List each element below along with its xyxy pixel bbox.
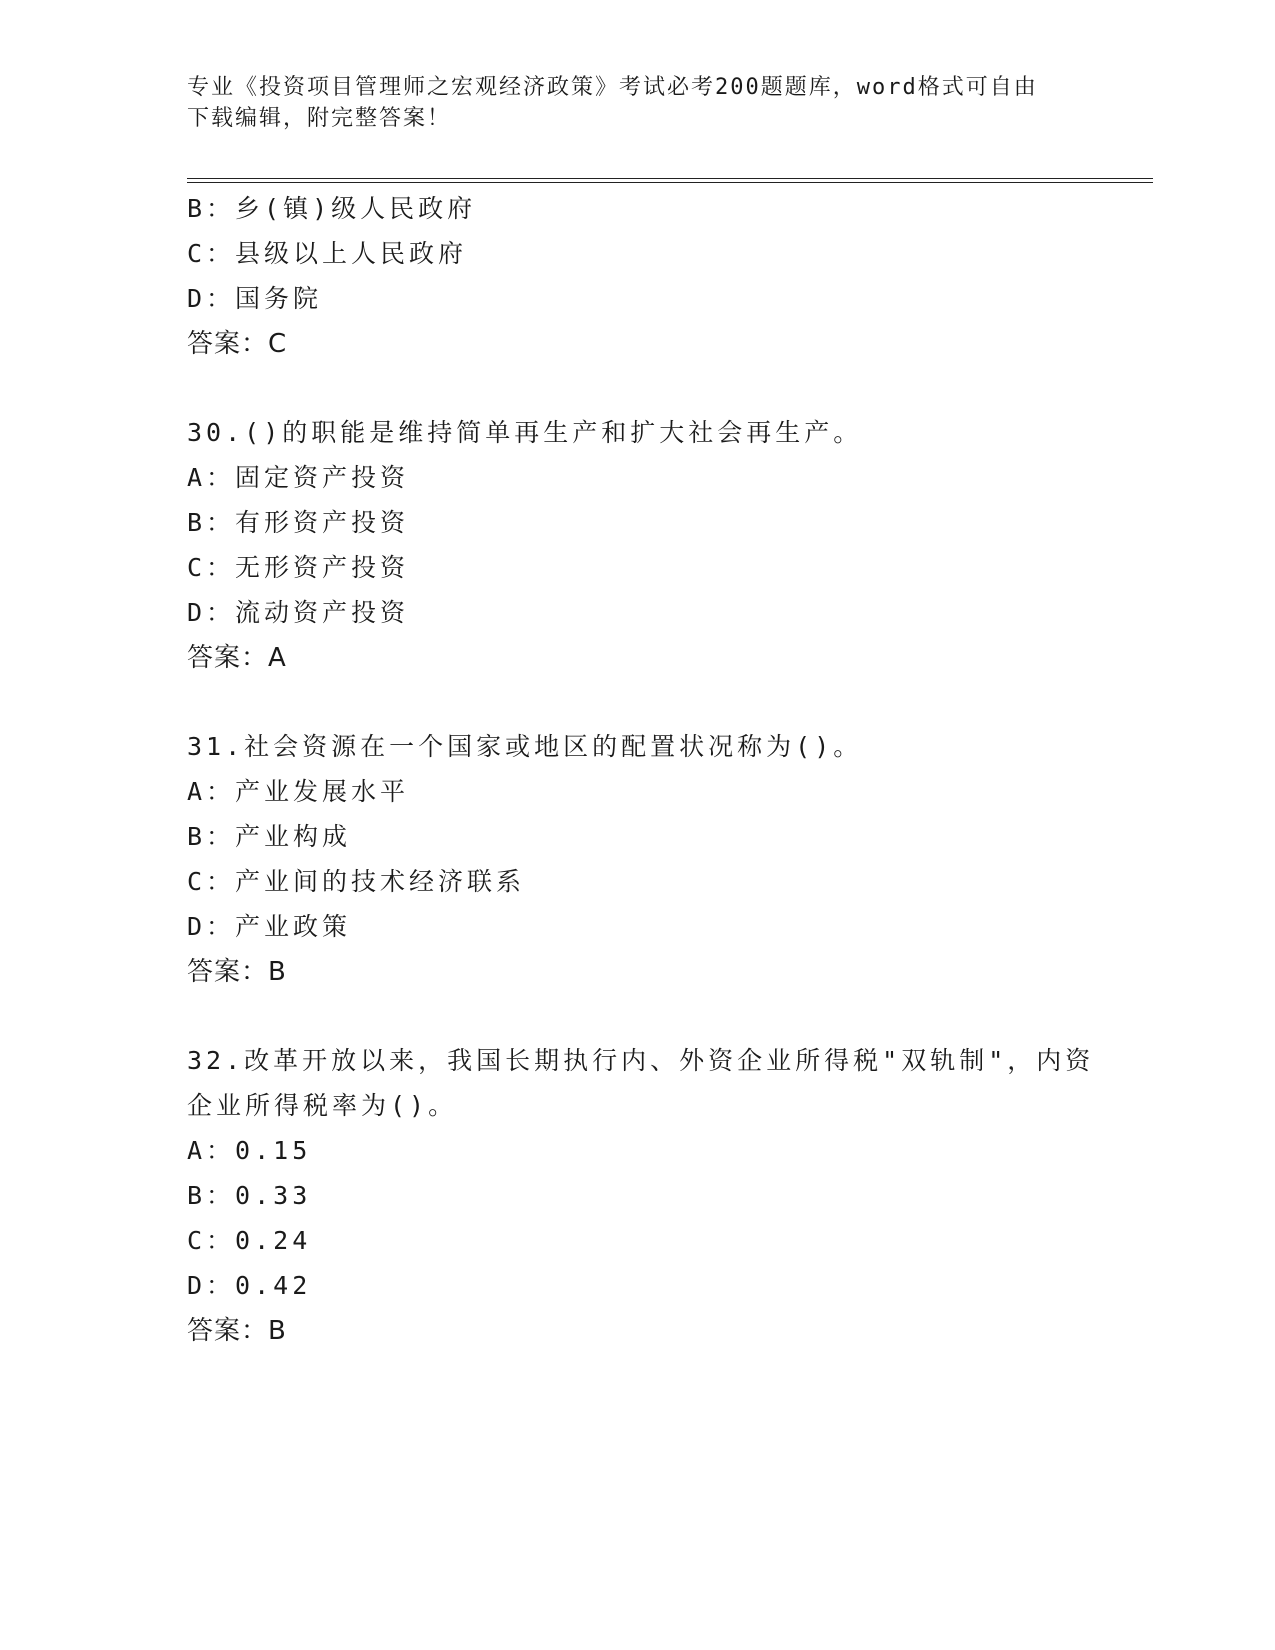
q29-option-d: D：国务院 bbox=[187, 284, 323, 313]
q32-stem-line-1: 32.改革开放以来，我国长期执行内、外资企业所得税"双轨制"，内资 bbox=[187, 1046, 1095, 1075]
header-divider-top bbox=[187, 178, 1153, 179]
q29-option-c: C：县级以上人民政府 bbox=[187, 239, 468, 268]
q30-answer: 答案：A bbox=[187, 643, 287, 673]
q30-option-c: C：无形资产投资 bbox=[187, 553, 410, 582]
header-line-2: 下载编辑，附完整答案！ bbox=[187, 106, 452, 131]
q30-option-d: D：流动资产投资 bbox=[187, 598, 410, 627]
q31-option-a: A：产业发展水平 bbox=[187, 777, 410, 806]
document-header bbox=[187, 72, 1067, 134]
q29-option-b: B：乡(镇)级人民政府 bbox=[187, 194, 477, 223]
q30-option-b: B：有形资产投资 bbox=[187, 508, 410, 537]
q32-option-b: B：0.33 bbox=[187, 1181, 312, 1210]
q32-option-a: A：0.15 bbox=[187, 1136, 312, 1165]
q31-option-b: B：产业构成 bbox=[187, 822, 352, 851]
header-divider-bottom bbox=[187, 182, 1153, 183]
q31-answer: 答案：B bbox=[187, 957, 287, 987]
q32-stem-line-2: 企业所得税率为()。 bbox=[187, 1091, 458, 1120]
q30-option-a: A：固定资产投资 bbox=[187, 463, 410, 492]
q31-option-c: C：产业间的技术经济联系 bbox=[187, 867, 526, 896]
q32-option-c: C：0.24 bbox=[187, 1226, 312, 1255]
q31-stem: 31.社会资源在一个国家或地区的配置状况称为()。 bbox=[187, 732, 863, 761]
q31-option-d: D：产业政策 bbox=[187, 912, 352, 941]
q30-stem: 30.()的职能是维持简单再生产和扩大社会再生产。 bbox=[187, 418, 863, 447]
header-line-1: 专业《投资项目管理师之宏观经济政策》考试必考200题题库，word格式可自由 bbox=[187, 75, 1038, 100]
q29-answer: 答案：C bbox=[187, 329, 288, 359]
q32-option-d: D：0.42 bbox=[187, 1271, 312, 1300]
q32-answer: 答案：B bbox=[187, 1316, 287, 1346]
